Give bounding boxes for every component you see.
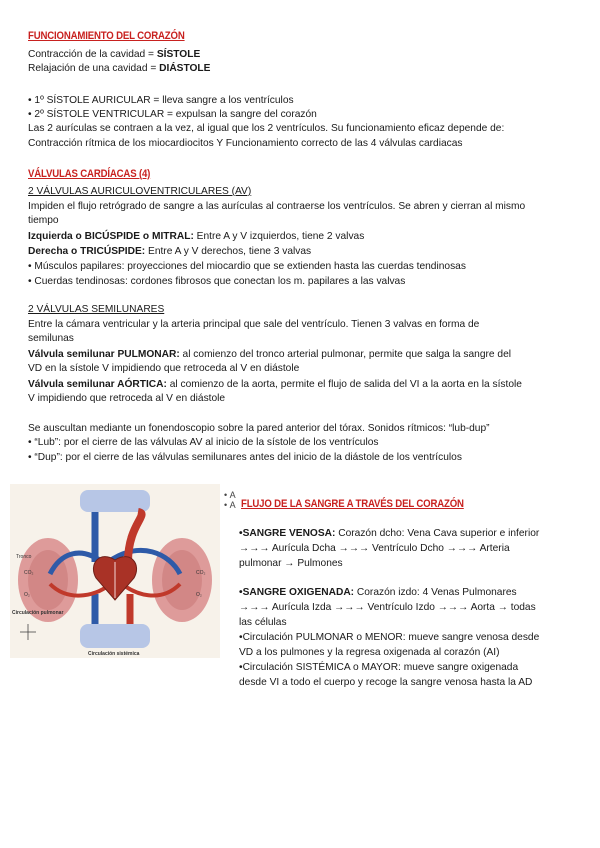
figure-side-dots: • A • A: [224, 490, 236, 510]
aortica-label: Válvula semilunar AÓRTICA:: [28, 379, 167, 390]
oxigenada-line-2: →→→ Aurícula Izda →→→ Ventrículo Izdo →→→ Aorta → todas: [239, 602, 536, 613]
label-tronco: Tronco: [16, 554, 32, 560]
relajacion-line: [28, 62, 210, 75]
label-co2-right: CO₂: [24, 570, 34, 576]
circulacion-menor-line-2: VD a los pulmones y la regresa oxigenada al corazón (AI): [239, 647, 500, 658]
contraccion-line: [28, 48, 200, 61]
label-o2-right: O₂: [24, 592, 30, 598]
venosa-line-2: →→→ Aurícula Dcha →→→ Ventrículo Dcho →→→ Arteria: [239, 543, 510, 554]
bullet-sistole-ventricular: • 2º SÍSTOLE VENTRICULAR = expulsan la sangre del corazón: [28, 109, 317, 120]
aortica-line-2: V impidiendo que retroceda al V en diástole: [28, 393, 226, 404]
label-co2-left: CO₂: [196, 570, 206, 576]
mitral-text: Entre A y V izquierdos, tiene 2 valvas: [193, 231, 365, 242]
funcionamiento-paragraph-1: Las 2 aurículas se contraen a la vez, al igual que los 2 ventrículos. Su funcionamiento eficaz depende de:: [28, 123, 505, 134]
musculos-papilares: • Músculos papilares: proyecciones del miocardio que se extienden hasta las cuerdas tendinosas: [28, 261, 466, 272]
venosa-line-3: pulmonar → Pulmones: [239, 558, 343, 569]
section-title-funcionamiento: FUNCIONAMIENTO DEL CORAZÓN: [28, 30, 185, 42]
tricuspide-label: Derecha o TRICÚSPIDE:: [28, 246, 146, 257]
oxigenada-line-1: [239, 586, 517, 601]
oxigenada-text: Corazón izdo: 4 Venas Pulmonares: [354, 587, 517, 598]
semilunares-description-1: Entre la cámara ventricular y la arteria principal que sale del ventrículo. Tienen 3 valvas en forma de: [28, 319, 480, 330]
aortica-text-1: al comienzo de la aorta, permite el flujo de salida del VI a la aorta en la sístole: [166, 379, 522, 390]
mitral-label: Izquierda o BICÚSPIDE o MITRAL:: [28, 231, 194, 242]
label-circulacion-sistemica: Circulación sistémica: [88, 651, 140, 657]
av-description-2: tiempo: [28, 215, 59, 226]
bullet-sistole-auricular: • 1º SÍSTOLE AURICULAR = lleva sangre a los ventrículos: [28, 95, 294, 106]
funcionamiento-paragraph-2: Contracción rítmica de los miocardiocitos Y Funcionamiento correcto de las 4 válvulas cardiacas: [28, 138, 463, 149]
sistole-term: SÍSTOLE: [156, 49, 201, 60]
venosa-label: •SANGRE VENOSA:: [239, 528, 336, 539]
label-circulacion-pulmonar: Circulación pulmonar: [12, 610, 64, 616]
relajacion-label: Relajación de una cavidad =: [28, 63, 160, 74]
auscultacion-line: Se auscultan mediante un fonendoscopio sobre la pared anterior del tórax. Sonidos rítmicos: “lub-dup”: [28, 423, 490, 434]
pulmonar-label: Válvula semilunar PULMONAR:: [28, 349, 180, 360]
pulmonar-text-1: al comienzo del tronco arterial pulmonar, permite que salga la sangre del: [179, 349, 511, 360]
cuerdas-tendinosas: • Cuerdas tendinosas: cordones fibrosos que conectan los m. papilares a las valvas: [28, 276, 406, 287]
circulation-diagram: [10, 484, 220, 658]
circulacion-menor-line-1: •Circulación PULMONAR o MENOR: mueve sangre venosa desde: [239, 632, 540, 643]
venosa-line-1: [239, 527, 539, 542]
circulacion-mayor-line-2: desde VI a todo el cuerpo y recoge la sangre venosa hasta la AD: [239, 677, 533, 688]
dup-line: • “Dup”: por el cierre de las válvulas semilunares antes del inicio de la diástole de los ventrículos: [28, 452, 462, 463]
av-subtitle: 2 VÁLVULAS AURICULOVENTRICULARES (AV): [28, 186, 252, 197]
compass-icon: [20, 624, 36, 640]
oxigenada-line-3: las células: [239, 617, 287, 628]
semilunares-description-2: semilunas: [28, 333, 74, 344]
lub-line: • “Lub”: por el cierre de las válvulas AV al inicio de la sístole de los ventrículos: [28, 437, 379, 448]
label-o2-left: O₂: [196, 592, 202, 598]
semilunares-subtitle: 2 VÁLVULAS SEMILUNARES: [28, 304, 165, 315]
diastole-term: DIÁSTOLE: [159, 63, 211, 74]
aortica-line-1: [28, 378, 522, 391]
circulacion-mayor-line-1: •Circulación SISTÉMICA o MAYOR: mueve sangre oxigenada: [239, 662, 519, 673]
lower-capillaries: [80, 624, 150, 648]
pulmonar-line-1: [28, 348, 511, 361]
venosa-text: Corazón dcho: Vena Cava superior e inferior: [335, 528, 540, 539]
oxigenada-label: •SANGRE OXIGENADA:: [239, 587, 355, 598]
mitral-line: [28, 230, 364, 243]
section-title-valvulas: VÁLVULAS CARDÍACAS (4): [28, 168, 151, 180]
pulmonar-line-2: VD en la sístole V impidiendo que retroceda al V en diástole: [28, 363, 300, 374]
circulation-diagram-svg: [10, 484, 220, 658]
section-title-flujo: FLUJO DE LA SANGRE A TRAVÉS DEL CORAZÓN: [241, 498, 464, 510]
aorta-arch: [128, 512, 142, 562]
tricuspide-line: [28, 245, 311, 258]
tricuspide-text: Entre A y V derechos, tiene 3 valvas: [145, 246, 312, 257]
av-description-1: Impiden el flujo retrógrado de sangre a las aurículas al contraerse los ventrículos. Se abren y cierran al mismo: [28, 201, 526, 212]
contraccion-label: Contracción de la cavidad =: [28, 49, 157, 60]
